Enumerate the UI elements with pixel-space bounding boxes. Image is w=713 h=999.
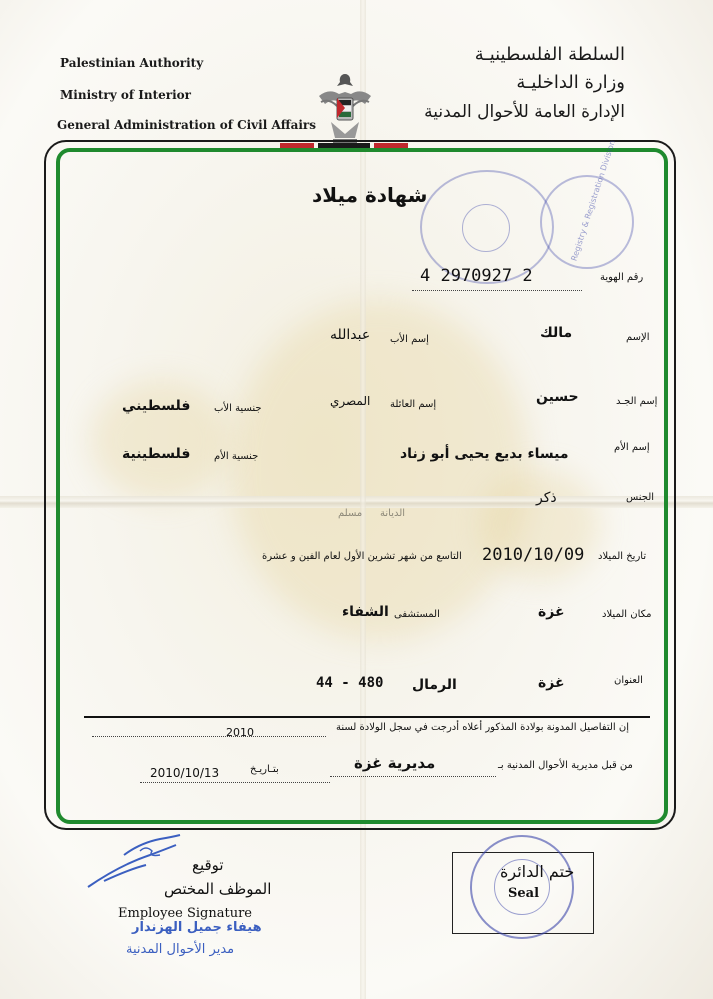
id-label: رقم الهوية: [600, 272, 644, 283]
grandfather-value: حسين: [536, 389, 579, 405]
signer-name: هيفاء جميل الهزندار: [132, 920, 262, 935]
mother-nationality-value: فلسطينية: [122, 446, 191, 462]
mother-nationality-label: جنسية الأم: [214, 451, 259, 462]
family-value: المصري: [330, 394, 371, 408]
sign-label-ar: توقيع: [192, 856, 224, 874]
eagle-emblem-icon: [315, 68, 375, 148]
gender-label: الجنس: [626, 492, 655, 503]
header-en-authority: Palestinian Authority: [60, 56, 204, 70]
issued-by-label: من قبل مديرية الأحوال المدنية بـ: [498, 760, 633, 771]
stamp-text: Registry & Registration Division: [569, 138, 618, 263]
header-ar-ministry: وزارة الداخليـة: [516, 72, 625, 93]
name-value: مالك: [540, 325, 573, 341]
dob-label: تاريخ الميلاد: [598, 551, 647, 562]
address-area: الرمال: [412, 677, 457, 693]
gender-value: ذكر: [536, 490, 557, 506]
header-en-ministry: Ministry of Interior: [60, 88, 191, 102]
family-label: إسم العائلة: [390, 399, 437, 410]
religion-value: مسلم: [338, 508, 363, 519]
signer-title: مدير الأحوال المدنية: [126, 942, 235, 957]
statement-divider: [84, 716, 650, 718]
id-value: 4 2970927 2: [420, 266, 533, 286]
statement-year: 2010: [226, 726, 254, 739]
hospital-value: الشفاء: [342, 604, 389, 620]
hospital-label: المستشفى: [394, 609, 440, 620]
header-en-administration: General Administration of Civil Affairs: [57, 118, 317, 132]
employee-label-en: Employee Signature: [118, 906, 252, 921]
statement-text: إن التفاصيل المدونة بولادة المذكور أعلاه أدرجت في سجل الولادة لسنة: [336, 722, 629, 733]
id-rule: [412, 290, 582, 291]
address-number: 44 - 480: [316, 675, 384, 691]
issue-date-rule: [140, 782, 330, 783]
statement-rule: [92, 736, 326, 737]
pob-value: غزة: [538, 604, 565, 620]
mother-value: ميساء بديع يحيى أبو زناد: [400, 446, 569, 462]
name-label: الإسم: [626, 332, 650, 343]
issue-date-value: 2010/10/13: [150, 766, 220, 780]
pob-label: مكان الميلاد: [602, 609, 652, 620]
religion-label: الديانة: [380, 508, 406, 519]
issued-by-rule: [330, 776, 496, 777]
address-label: العنوان: [614, 675, 643, 686]
dob-words: التاسع من شهر تشرين الأول لعام الفين و عشرة: [262, 551, 462, 562]
issue-date-label: بتـاريـخ: [250, 764, 279, 775]
seal-label-ar: ختم الدائرة: [500, 862, 575, 881]
father-label: إسم الأب: [390, 334, 429, 345]
address-city: غزة: [538, 675, 565, 691]
mother-label: إسم الأم: [614, 442, 650, 453]
header-ar-administration: الإدارة العامة للأحوال المدنية: [424, 102, 625, 122]
father-value: عبدالله: [330, 327, 371, 343]
certificate-title: شهادة ميلاد: [312, 183, 428, 207]
dob-value: 2010/10/09: [482, 545, 585, 565]
header-ar-authority: السلطة الفلسطينيـة: [474, 44, 625, 65]
issued-by-value: مديرية غزة: [354, 754, 436, 772]
employee-label-ar: الموظف المختص: [164, 880, 272, 898]
seal-label-en: Seal: [508, 886, 540, 901]
father-nationality-value: فلسطيني: [122, 398, 191, 414]
grandfather-label: إسم الجـد: [616, 396, 658, 407]
father-nationality-label: جنسية الأب: [214, 403, 262, 414]
